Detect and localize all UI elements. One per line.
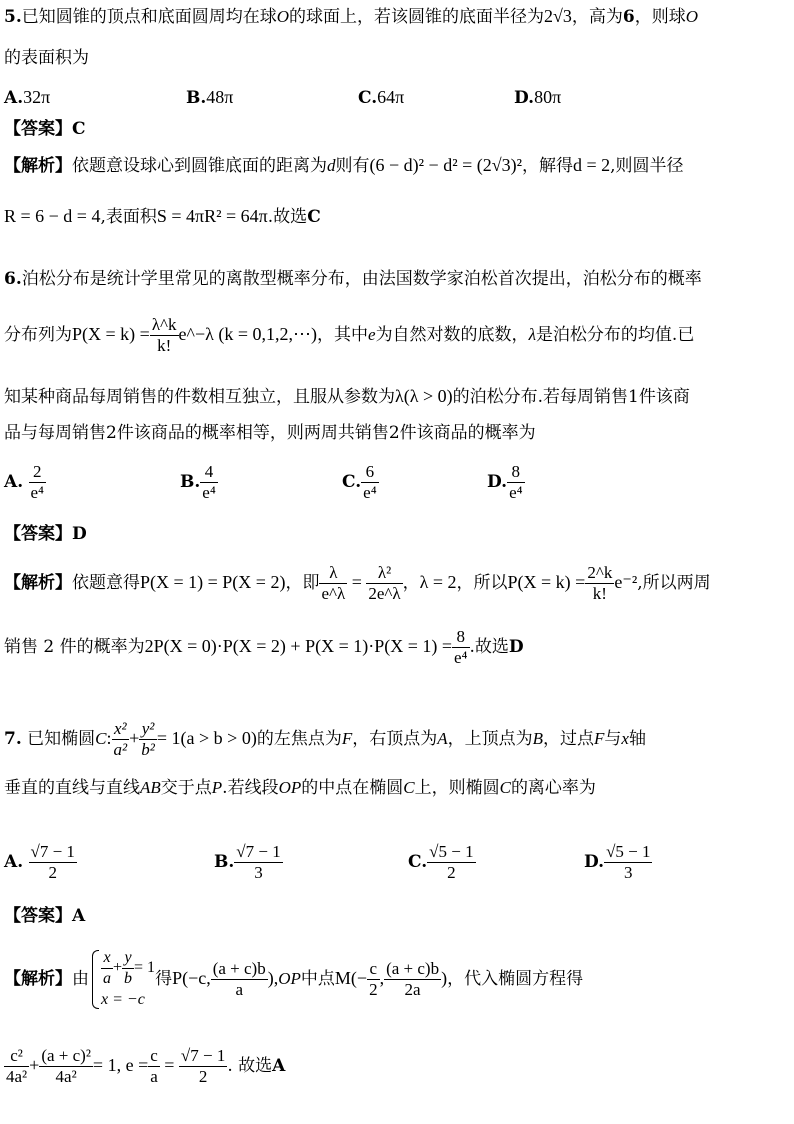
equation-system: $\frac{x}{a}$ + $\frac{y}{b}$ = 1 x = −c (89, 948, 155, 1011)
q6-stem-line-4: 品与每周销售2件该商品的概率相等，则两周共销售2件该商品的概率为 (4, 423, 536, 443)
q7-stem-line-2: 垂直的直线与直线AB交于点P.若线段OP的中点在椭圆C上，则椭圆C的离心率为 (4, 778, 596, 798)
q6-option-a: A. $\frac{2}{\text{e⁴}}$ (4, 462, 44, 502)
q5-answer: 【答案】C (4, 119, 86, 139)
q7-option-d: D. $\frac{√5 - 1}{3}$ (584, 842, 651, 882)
q6-stem-line-3: 知某种商品每周销售的件数相互独立，且服从参数为λ(λ > 0)的泊松分布.若每周销售1件该商 (4, 386, 690, 407)
q5-stem-line-1: 5.已知圆锥的顶点和底面圆周均在球O的球面上，若该圆锥的底面半径为2√3，高为6，则球O (4, 6, 699, 27)
q6-poisson-fraction: $\frac{\lambda\^{}k}{k!}$ (151, 315, 177, 355)
q5-option-b: B.48π (186, 87, 234, 108)
q7-analysis-line-1: 【解析】由 $\frac{x}{a}$ + $\frac{y}{b}$ = 1 x = −c 得P(−c, $\frac{(a + c)b}{a}$ ),OP中点M(− $\frac{c}{2}$ , $\frac{(a + c)b}{2a}$ )，代入椭圆方程得 (4, 940, 788, 1017)
q6-stem-line-1: 6.泊松分布是统计学里常见的离散型概率分布，由法国数学家泊松首次提出，泊松分布的概率 (4, 269, 702, 289)
q6-option-b: B. $\frac{4}{\text{e⁴}}$ (180, 462, 216, 502)
q6-number: 6. (4, 269, 22, 289)
q5-stem-line-2: 的表面积为 (4, 48, 89, 68)
q7-number: 7. (4, 729, 22, 749)
q6-analysis-line-2: 销售 2 件的概率为2P(X = 0)·P(X = 2) + P(X = 1)·P(X = 1) = $\frac{8}{\text{e⁴}}$ .故选D (4, 627, 524, 667)
q6-analysis-line-1: 【解析】依题意得P(X = 1) = P(X = 2)，即 $\frac{\lambda}{e\^{}\lambda}$ = $\frac{\text{λ²}}{2e\^{}\lambda}$ ，λ = 2，所以P(X = k) = $\frac{2\^{}k}{k!}$ e⁻²,所以两周 (4, 563, 711, 603)
q6-option-c: C. $\frac{6}{\text{e⁴}}$ (342, 462, 377, 502)
q5-number: 5. (4, 7, 22, 27)
q7-answer: 【答案】A (4, 906, 86, 926)
q6-stem-line-2: 分布列为P(X = k) = $\frac{\lambda\^{}k}{k!}$ e^−λ (k = 0,1,2,⋯)，其中e为自然对数的底数，λ是泊松分布的均值.已 (4, 315, 695, 355)
q5-option-a: A.32π (4, 87, 51, 108)
q6-answer: 【答案】D (4, 524, 87, 544)
q7-stem-line-1: 7. 已知椭圆C: $\frac{\text{x²}}{\text{a²}}$ + $\frac{\text{y²}}{\text{b²}}$ = 1(a > b > 0)的左焦点为F，右顶点为A，上顶点为B，过点F与x轴 (4, 719, 646, 759)
q7-option-b: B. $\frac{√7 - 1}{3}$ (214, 842, 281, 882)
q5-analysis-line-1: 【解析】依题意设球心到圆锥底面的距离为d则有(6 − d)² − d² = (2√3)²，解得d = 2,则圆半径 (4, 155, 684, 176)
q5-option-c: C.64π (358, 87, 405, 108)
q5-option-d: D.80π (514, 87, 562, 108)
q5-radius: 2√3 (544, 6, 572, 26)
q5-analysis-line-2: R = 6 − d = 4,表面积S = 4πR² = 64π.故选C (4, 206, 321, 227)
q7-option-a: A. $\frac{√7 - 1}{2}$ (4, 842, 75, 882)
q7-analysis-line-2: $\frac{\text{c²}}{\text{4a²}}$ + $\frac{\text{(a + c)²}}{\text{4a²}}$ = 1, e = $\frac{c}{a}$ = $\frac{√7 - 1}{2}$ . 故选A (6, 1046, 286, 1086)
q6-option-d: D. $\frac{8}{\text{e⁴}}$ (487, 462, 523, 502)
q7-option-c: C. $\frac{√5 - 1}{2}$ (408, 842, 474, 882)
